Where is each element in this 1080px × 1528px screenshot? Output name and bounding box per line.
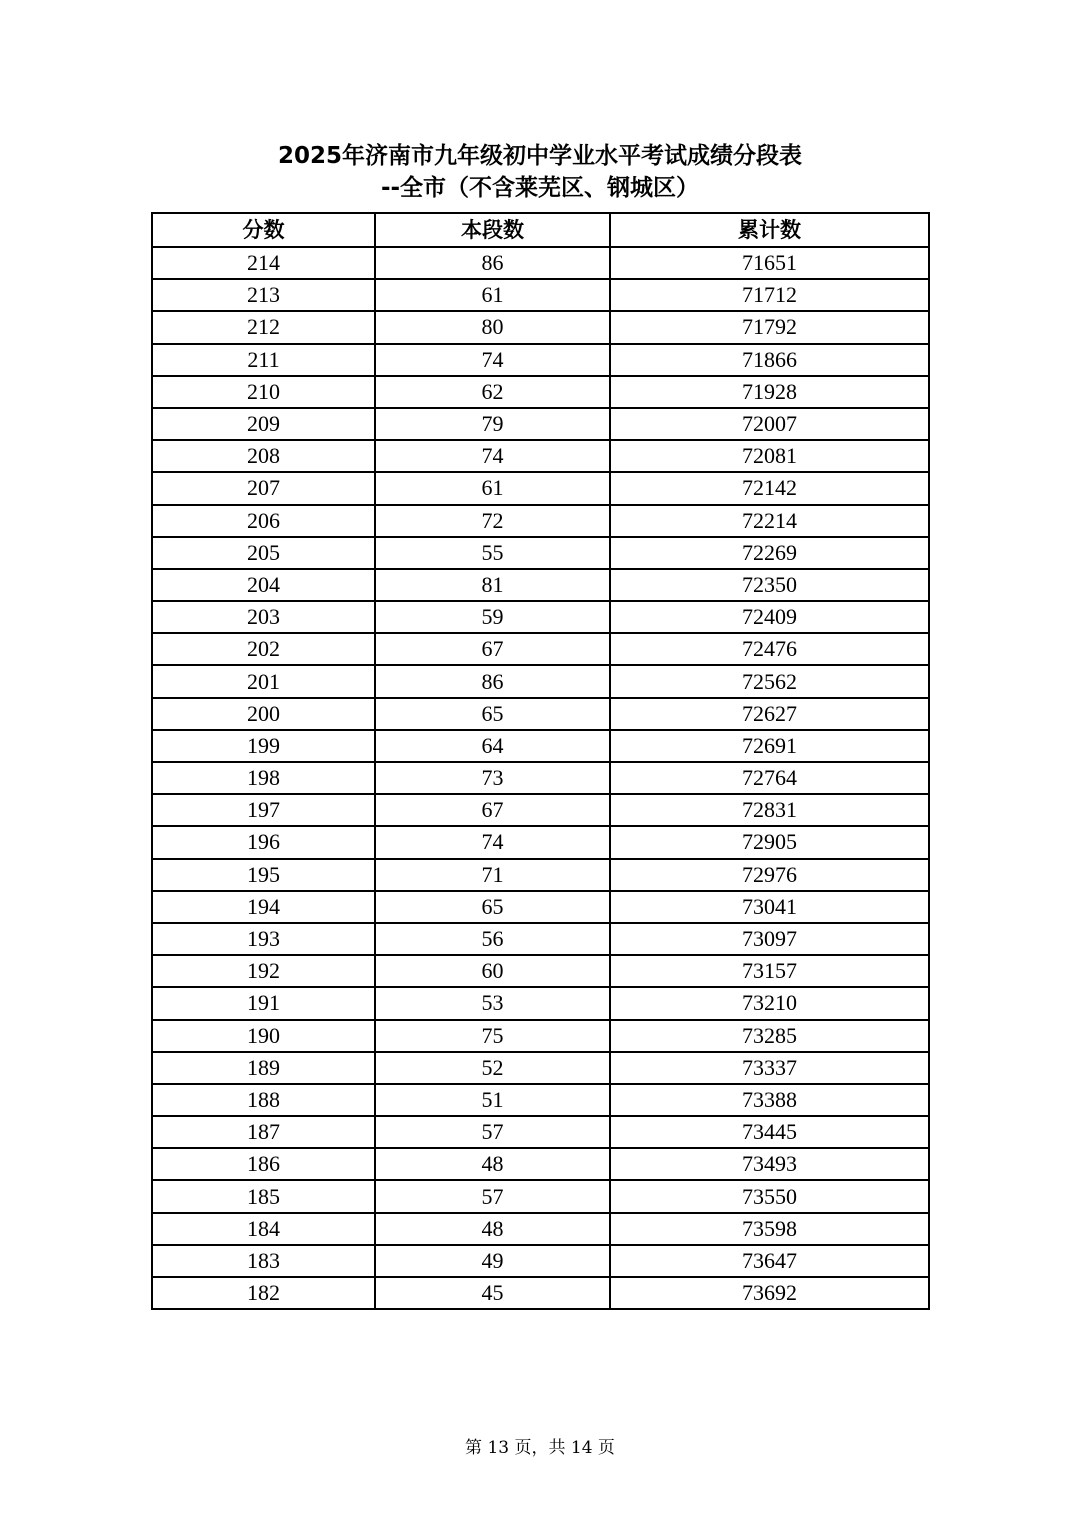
column-header-cumulative-count: 累计数	[610, 213, 929, 247]
table-row	[152, 601, 929, 633]
segment-count-cell: 57	[375, 1180, 610, 1212]
score-cell: 211	[152, 344, 375, 376]
cumulative-count-cell: 73388	[610, 1084, 929, 1116]
table-row	[152, 1213, 929, 1245]
score-cell: 192	[152, 955, 375, 987]
score-cell: 204	[152, 569, 375, 601]
table-row	[152, 472, 929, 504]
score-cell: 182	[152, 1277, 375, 1309]
score-cell: 198	[152, 762, 375, 794]
score-cell: 186	[152, 1148, 375, 1180]
score-cell: 205	[152, 537, 375, 569]
cumulative-count-cell: 72562	[610, 665, 929, 697]
cumulative-count-cell: 72269	[610, 537, 929, 569]
cumulative-count-cell: 72081	[610, 440, 929, 472]
segment-count-cell: 60	[375, 955, 610, 987]
cumulative-count-cell: 73598	[610, 1213, 929, 1245]
table-row	[152, 1116, 929, 1148]
cumulative-count-cell: 73285	[610, 1020, 929, 1052]
score-distribution-table	[151, 212, 930, 1310]
segment-count-cell: 52	[375, 1052, 610, 1084]
segment-count-cell: 86	[375, 665, 610, 697]
table-row	[152, 247, 929, 279]
segment-count-cell: 64	[375, 730, 610, 762]
segment-count-cell: 51	[375, 1084, 610, 1116]
table-row	[152, 311, 929, 343]
table-row	[152, 344, 929, 376]
segment-count-cell: 62	[375, 376, 610, 408]
segment-count-cell: 79	[375, 408, 610, 440]
segment-count-cell: 65	[375, 698, 610, 730]
cumulative-count-cell: 73692	[610, 1277, 929, 1309]
score-cell: 212	[152, 311, 375, 343]
table-row	[152, 955, 929, 987]
cumulative-count-cell: 72142	[610, 472, 929, 504]
segment-count-cell: 65	[375, 891, 610, 923]
table-row	[152, 376, 929, 408]
score-cell: 213	[152, 279, 375, 311]
table-row	[152, 762, 929, 794]
cumulative-count-cell: 73210	[610, 987, 929, 1019]
segment-count-cell: 45	[375, 1277, 610, 1309]
table-row	[152, 279, 929, 311]
table-row	[152, 1245, 929, 1277]
table-row	[152, 1052, 929, 1084]
score-cell: 188	[152, 1084, 375, 1116]
score-cell: 185	[152, 1180, 375, 1212]
score-cell: 206	[152, 505, 375, 537]
segment-count-cell: 55	[375, 537, 610, 569]
table-row	[152, 826, 929, 858]
score-cell: 214	[152, 247, 375, 279]
score-cell: 207	[152, 472, 375, 504]
cumulative-count-cell: 72764	[610, 762, 929, 794]
table-row	[152, 794, 929, 826]
cumulative-count-cell: 72691	[610, 730, 929, 762]
cumulative-count-cell: 72831	[610, 794, 929, 826]
cumulative-count-cell: 73493	[610, 1148, 929, 1180]
segment-count-cell: 73	[375, 762, 610, 794]
table-row	[152, 730, 929, 762]
cumulative-count-cell: 72976	[610, 859, 929, 891]
cumulative-count-cell: 71866	[610, 344, 929, 376]
segment-count-cell: 53	[375, 987, 610, 1019]
cumulative-count-cell: 71712	[610, 279, 929, 311]
cumulative-count-cell: 73647	[610, 1245, 929, 1277]
segment-count-cell: 67	[375, 633, 610, 665]
cumulative-count-cell: 73097	[610, 923, 929, 955]
table-row	[152, 698, 929, 730]
score-cell: 193	[152, 923, 375, 955]
segment-count-cell: 67	[375, 794, 610, 826]
table-row	[152, 1180, 929, 1212]
score-cell: 209	[152, 408, 375, 440]
table-row	[152, 923, 929, 955]
segment-count-cell: 61	[375, 472, 610, 504]
score-cell: 195	[152, 859, 375, 891]
score-cell: 202	[152, 633, 375, 665]
segment-count-cell: 86	[375, 247, 610, 279]
segment-count-cell: 74	[375, 440, 610, 472]
cumulative-count-cell: 72905	[610, 826, 929, 858]
score-cell: 208	[152, 440, 375, 472]
score-cell: 183	[152, 1245, 375, 1277]
cumulative-count-cell: 71651	[610, 247, 929, 279]
score-cell: 189	[152, 1052, 375, 1084]
score-cell: 196	[152, 826, 375, 858]
segment-count-cell: 48	[375, 1213, 610, 1245]
table-row	[152, 1084, 929, 1116]
table-row	[152, 987, 929, 1019]
segment-count-cell: 71	[375, 859, 610, 891]
cumulative-count-cell: 72214	[610, 505, 929, 537]
page-title: 2025年济南市九年级初中学业水平考试成绩分段表	[277, 143, 802, 169]
score-cell: 199	[152, 730, 375, 762]
table-row	[152, 665, 929, 697]
table-body	[152, 247, 929, 1309]
table-row	[152, 505, 929, 537]
score-cell: 184	[152, 1213, 375, 1245]
segment-count-cell: 57	[375, 1116, 610, 1148]
score-cell: 194	[152, 891, 375, 923]
cumulative-count-cell: 72409	[610, 601, 929, 633]
table-row	[152, 891, 929, 923]
cumulative-count-cell: 71792	[610, 311, 929, 343]
segment-count-cell: 74	[375, 826, 610, 858]
page-subtitle: --全市（不含莱芜区、钢城区）	[380, 175, 700, 201]
cumulative-count-cell: 73041	[610, 891, 929, 923]
segment-count-cell: 56	[375, 923, 610, 955]
score-cell: 203	[152, 601, 375, 633]
table-row	[152, 408, 929, 440]
score-cell: 191	[152, 987, 375, 1019]
score-cell: 187	[152, 1116, 375, 1148]
cumulative-count-cell: 71928	[610, 376, 929, 408]
table-row	[152, 440, 929, 472]
segment-count-cell: 59	[375, 601, 610, 633]
cumulative-count-cell: 72476	[610, 633, 929, 665]
segment-count-cell: 74	[375, 344, 610, 376]
table-row	[152, 569, 929, 601]
cumulative-count-cell: 73337	[610, 1052, 929, 1084]
segment-count-cell: 72	[375, 505, 610, 537]
cumulative-count-cell: 72007	[610, 408, 929, 440]
cumulative-count-cell: 73157	[610, 955, 929, 987]
column-header-segment-count: 本段数	[375, 213, 610, 247]
score-cell: 197	[152, 794, 375, 826]
segment-count-cell: 61	[375, 279, 610, 311]
segment-count-cell: 80	[375, 311, 610, 343]
segment-count-cell: 81	[375, 569, 610, 601]
table-row	[152, 859, 929, 891]
table-row	[152, 1277, 929, 1309]
segment-count-cell: 48	[375, 1148, 610, 1180]
table-row	[152, 1148, 929, 1180]
score-cell: 190	[152, 1020, 375, 1052]
table-header-row	[152, 213, 929, 247]
score-cell: 201	[152, 665, 375, 697]
cumulative-count-cell: 72350	[610, 569, 929, 601]
score-cell: 200	[152, 698, 375, 730]
segment-count-cell: 49	[375, 1245, 610, 1277]
table-row	[152, 1020, 929, 1052]
cumulative-count-cell: 73550	[610, 1180, 929, 1212]
column-header-score: 分数	[152, 213, 375, 247]
cumulative-count-cell: 73445	[610, 1116, 929, 1148]
cumulative-count-cell: 72627	[610, 698, 929, 730]
score-cell: 210	[152, 376, 375, 408]
segment-count-cell: 75	[375, 1020, 610, 1052]
page-number-footer: 第 13 页，共 14 页	[465, 1438, 615, 1458]
table-row	[152, 633, 929, 665]
table-row	[152, 537, 929, 569]
